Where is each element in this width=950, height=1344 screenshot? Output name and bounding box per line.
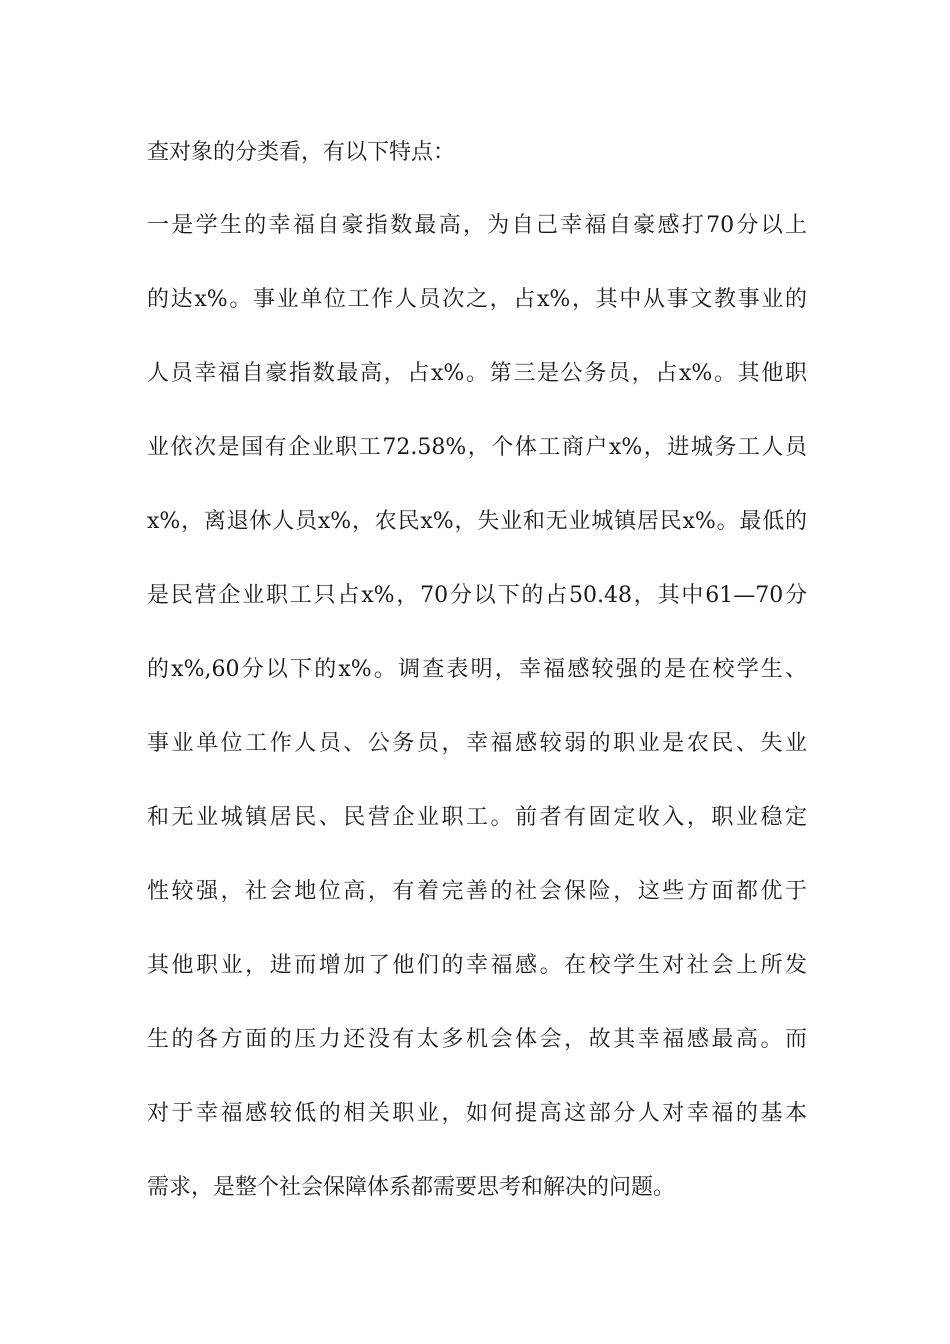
text-line: 业依次是国有企业职工72.58%，个体工商户x%，进城务工人员 (147, 435, 807, 460)
text-line: 对于幸福感较低的相关职业，如何提高这部分人对幸福的基本 (147, 1101, 807, 1126)
text-line: 需求，是整个社会保障体系都需要思考和解决的问题。 (147, 1175, 676, 1200)
text-line: x%，离退休人员x%，农民x%，失业和无业城镇居民x%。最低的 (147, 509, 807, 534)
text-line: 性较强，社会地位高，有着完善的社会保险，这些方面都优于 (147, 879, 807, 904)
text-line: 生的各方面的压力还没有太多机会体会，故其幸福感最高。而 (147, 1027, 807, 1052)
text-line: 的达x%。事业单位工作人员次之，占x%，其中从事文教事业的 (147, 287, 807, 312)
text-line: 是民营企业职工只占x%，70分以下的占50.48，其中61—70分 (147, 583, 807, 608)
text-line: 事业单位工作人员、公务员，幸福感较弱的职业是农民、失业 (147, 731, 807, 756)
text-line: 查对象的分类看，有以下特点： (147, 140, 456, 165)
text-line: 的x%,60分以下的x%。调查表明，幸福感较强的是在校学生、 (147, 657, 807, 682)
text-line: 人员幸福自豪指数最高，占x%。第三是公务员，占x%。其他职 (147, 361, 807, 386)
text-line: 和无业城镇居民、民营企业职工。前者有固定收入，职业稳定 (147, 805, 807, 830)
text-line: 其他职业，进而增加了他们的幸福感。在校学生对社会上所发 (147, 953, 807, 978)
text-line: 一是学生的幸福自豪指数最高，为自己幸福自豪感打70分以上 (147, 213, 807, 238)
